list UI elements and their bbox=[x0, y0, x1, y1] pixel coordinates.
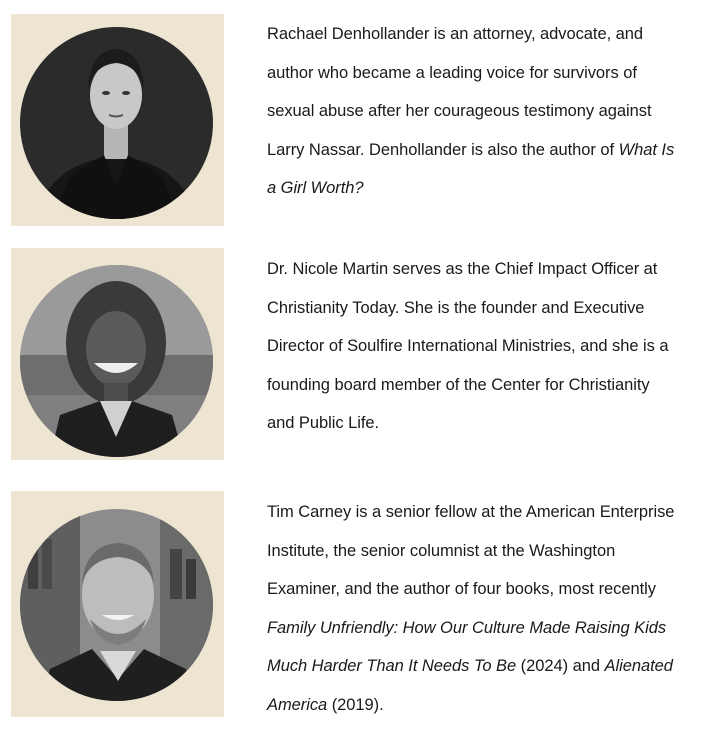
bio-line: Much Harder Than It Needs To Be (2024) and Alienated bbox=[267, 657, 673, 675]
portrait-panel bbox=[11, 248, 224, 460]
portrait-panel bbox=[11, 14, 224, 226]
bio-line: Christianity Today. She is the founder and Executive bbox=[267, 298, 645, 317]
portrait-photo-denhollander bbox=[20, 27, 213, 219]
bio-line: Institute, the senior columnist at the Washington bbox=[267, 541, 616, 560]
bio-line: founding board member of the Center for Christianity bbox=[267, 375, 650, 394]
bio-line: author who became a leading voice for survivors of bbox=[267, 63, 637, 82]
book-title: What Is bbox=[618, 140, 675, 159]
bio-line: Dr. Nicole Martin serves as the Chief Impact Officer at bbox=[267, 260, 658, 278]
bio-line bbox=[267, 169, 707, 208]
bio-text bbox=[267, 493, 707, 724]
bio-line: Larry Nassar. Denhollander is also the author of What Is bbox=[267, 140, 675, 159]
bio-line: Tim Carney is a senior fellow at the American Enterprise bbox=[267, 503, 675, 521]
portrait-panel bbox=[11, 491, 224, 717]
bio-line: and Public Life. bbox=[267, 414, 380, 432]
book-title: America bbox=[267, 695, 328, 714]
bio-line: America (2019). bbox=[267, 695, 384, 714]
book-title: a Girl Worth? bbox=[267, 179, 364, 197]
portrait-photo-carney bbox=[20, 509, 213, 701]
book-title: Much Harder Than It Needs To Be bbox=[267, 657, 517, 675]
portrait-photo-martin bbox=[20, 265, 213, 457]
bio-line: Rachael Denhollander is an attorney, advocate, and bbox=[267, 25, 644, 43]
bio-line: Examiner, and the author of four books, most recently bbox=[267, 580, 656, 598]
bio-line: sexual abuse after her courageous testimony against bbox=[267, 102, 652, 120]
bio-line: Director of Soulfire International Ministries, and she is a bbox=[267, 337, 669, 355]
book-title: Alienated bbox=[604, 657, 673, 675]
bio-text bbox=[267, 250, 707, 443]
book-title: Family Unfriendly: How Our Culture Made Raising Kids bbox=[267, 618, 667, 637]
bio-text bbox=[267, 15, 707, 208]
bio-line bbox=[267, 609, 707, 648]
